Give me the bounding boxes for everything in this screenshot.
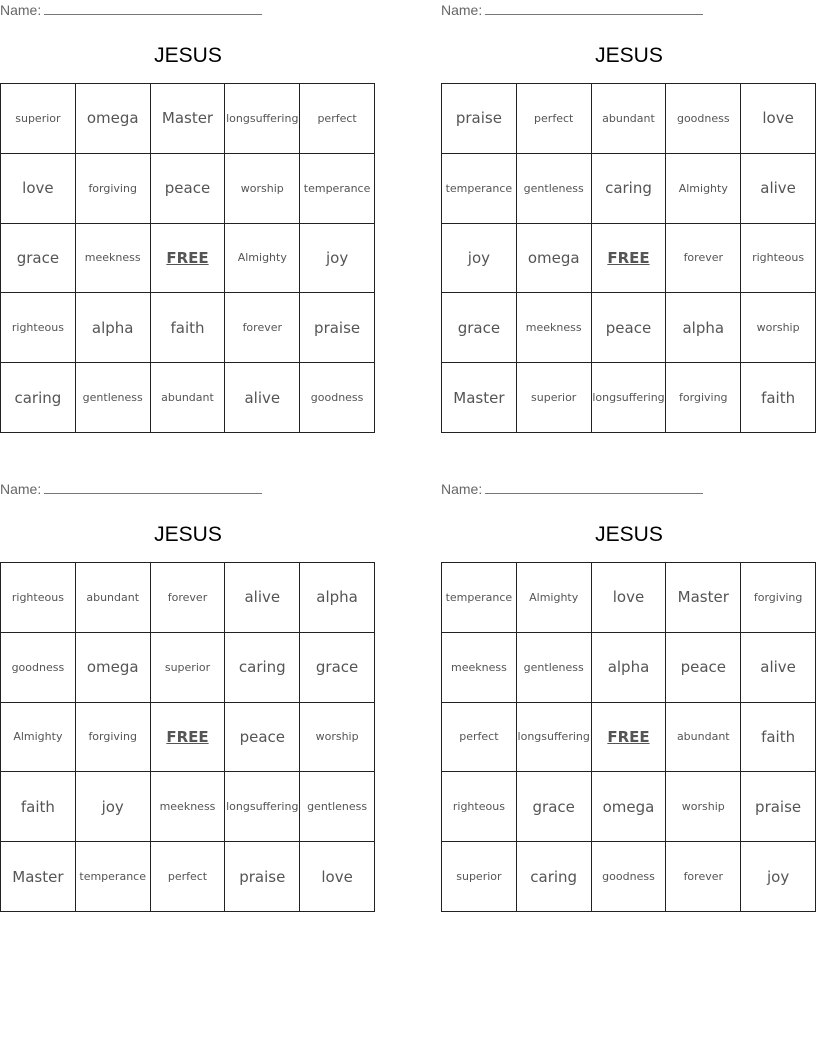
name-label: Name:	[441, 2, 483, 18]
bingo-cell: temperance	[300, 154, 375, 224]
bingo-cell: forever	[225, 293, 300, 363]
bingo-cell: longsuffering	[225, 772, 300, 842]
bingo-cell: perfect	[151, 842, 226, 912]
bingo-cell: meekness	[151, 772, 226, 842]
bingo-cell: Almighty	[666, 154, 741, 224]
bingo-cell: omega	[76, 84, 151, 154]
bingo-cell: Almighty	[1, 703, 76, 773]
name-label: Name:	[441, 481, 483, 497]
bingo-grid	[441, 83, 816, 433]
bingo-cell: righteous	[1, 563, 76, 633]
bingo-cell: Almighty	[517, 563, 592, 633]
bingo-cell: alpha	[76, 293, 151, 363]
bingo-cell: forever	[151, 563, 226, 633]
bingo-cell: meekness	[517, 293, 592, 363]
bingo-cell: worship	[666, 772, 741, 842]
bingo-cell: longsuffering	[225, 84, 300, 154]
bingo-cell: gentleness	[517, 633, 592, 703]
bingo-cell: forgiving	[666, 363, 741, 433]
bingo-cell: goodness	[666, 84, 741, 154]
bingo-cell: gentleness	[76, 363, 151, 433]
bingo-cell: temperance	[442, 154, 517, 224]
name-field	[0, 1, 262, 19]
bingo-cell: superior	[1, 84, 76, 154]
free-space: FREE	[592, 703, 667, 773]
bingo-cell: grace	[300, 633, 375, 703]
bingo-cell: faith	[151, 293, 226, 363]
bingo-card-2	[441, 0, 816, 440]
bingo-cell: omega	[76, 633, 151, 703]
bingo-cell: joy	[442, 224, 517, 294]
bingo-cell: caring	[225, 633, 300, 703]
bingo-cell: worship	[225, 154, 300, 224]
bingo-cell: praise	[225, 842, 300, 912]
bingo-cell: gentleness	[517, 154, 592, 224]
bingo-cell: perfect	[517, 84, 592, 154]
bingo-cell: forgiving	[76, 154, 151, 224]
bingo-cell: worship	[741, 293, 816, 363]
bingo-cell: goodness	[1, 633, 76, 703]
bingo-cell: grace	[442, 293, 517, 363]
bingo-cell: meekness	[76, 224, 151, 294]
bingo-card-1	[0, 0, 376, 440]
bingo-cell: caring	[517, 842, 592, 912]
bingo-card-4	[441, 479, 816, 919]
bingo-cell: love	[592, 563, 667, 633]
name-blank-line	[44, 2, 262, 15]
bingo-grid	[441, 562, 816, 912]
bingo-cell: forever	[666, 842, 741, 912]
bingo-cell: abundant	[666, 703, 741, 773]
card-title: JESUS	[154, 523, 222, 546]
bingo-cell: joy	[76, 772, 151, 842]
bingo-cell: alpha	[300, 563, 375, 633]
bingo-cell: Master	[666, 563, 741, 633]
bingo-cell: joy	[741, 842, 816, 912]
bingo-cell: alive	[741, 154, 816, 224]
bingo-cell: abundant	[592, 84, 667, 154]
bingo-cell: goodness	[300, 363, 375, 433]
name-blank-line	[485, 2, 703, 15]
bingo-cell: praise	[442, 84, 517, 154]
bingo-cell: goodness	[592, 842, 667, 912]
bingo-cell: abundant	[151, 363, 226, 433]
bingo-cell: abundant	[76, 563, 151, 633]
bingo-cell: alpha	[592, 633, 667, 703]
bingo-cell: grace	[1, 224, 76, 294]
bingo-cell: Master	[151, 84, 226, 154]
bingo-cell: longsuffering	[592, 363, 667, 433]
free-space: FREE	[592, 224, 667, 294]
bingo-cell: grace	[517, 772, 592, 842]
bingo-cell: praise	[300, 293, 375, 363]
bingo-cell: alpha	[666, 293, 741, 363]
card-title: JESUS	[595, 523, 663, 546]
bingo-cell: peace	[225, 703, 300, 773]
bingo-cell: perfect	[442, 703, 517, 773]
bingo-cell: peace	[592, 293, 667, 363]
bingo-cell: forever	[666, 224, 741, 294]
bingo-cell: caring	[1, 363, 76, 433]
bingo-cell: Master	[442, 363, 517, 433]
bingo-cell: alive	[225, 563, 300, 633]
bingo-cell: peace	[151, 154, 226, 224]
name-label: Name:	[0, 481, 42, 497]
bingo-cell: love	[741, 84, 816, 154]
card-title: JESUS	[154, 44, 222, 67]
bingo-card-3	[0, 479, 376, 919]
bingo-cell: meekness	[442, 633, 517, 703]
bingo-cell: worship	[300, 703, 375, 773]
free-space: FREE	[151, 703, 226, 773]
bingo-cell: righteous	[1, 293, 76, 363]
name-field	[441, 1, 703, 19]
bingo-cell: forgiving	[741, 563, 816, 633]
free-space: FREE	[151, 224, 226, 294]
bingo-cell: righteous	[741, 224, 816, 294]
bingo-cell: joy	[300, 224, 375, 294]
bingo-cell: love	[1, 154, 76, 224]
bingo-cell: omega	[592, 772, 667, 842]
bingo-cell: gentleness	[300, 772, 375, 842]
bingo-cell: righteous	[442, 772, 517, 842]
bingo-cell: alive	[225, 363, 300, 433]
bingo-cell: perfect	[300, 84, 375, 154]
bingo-cell: temperance	[76, 842, 151, 912]
bingo-cell: love	[300, 842, 375, 912]
bingo-cell: faith	[741, 363, 816, 433]
bingo-cell: praise	[741, 772, 816, 842]
bingo-grid	[0, 83, 375, 433]
bingo-cell: faith	[1, 772, 76, 842]
bingo-cell: Master	[1, 842, 76, 912]
bingo-cell: superior	[442, 842, 517, 912]
bingo-cell: peace	[666, 633, 741, 703]
bingo-cell: forgiving	[76, 703, 151, 773]
bingo-cell: alive	[741, 633, 816, 703]
bingo-cell: faith	[741, 703, 816, 773]
bingo-grid	[0, 562, 375, 912]
name-field	[0, 480, 262, 498]
name-label: Name:	[0, 2, 42, 18]
bingo-cell: Almighty	[225, 224, 300, 294]
bingo-cell: longsuffering	[517, 703, 592, 773]
name-field	[441, 480, 703, 498]
card-title: JESUS	[595, 44, 663, 67]
bingo-cell: temperance	[442, 563, 517, 633]
bingo-cell: superior	[517, 363, 592, 433]
bingo-cell: caring	[592, 154, 667, 224]
name-blank-line	[44, 481, 262, 494]
name-blank-line	[485, 481, 703, 494]
bingo-cell: superior	[151, 633, 226, 703]
bingo-cell: omega	[517, 224, 592, 294]
